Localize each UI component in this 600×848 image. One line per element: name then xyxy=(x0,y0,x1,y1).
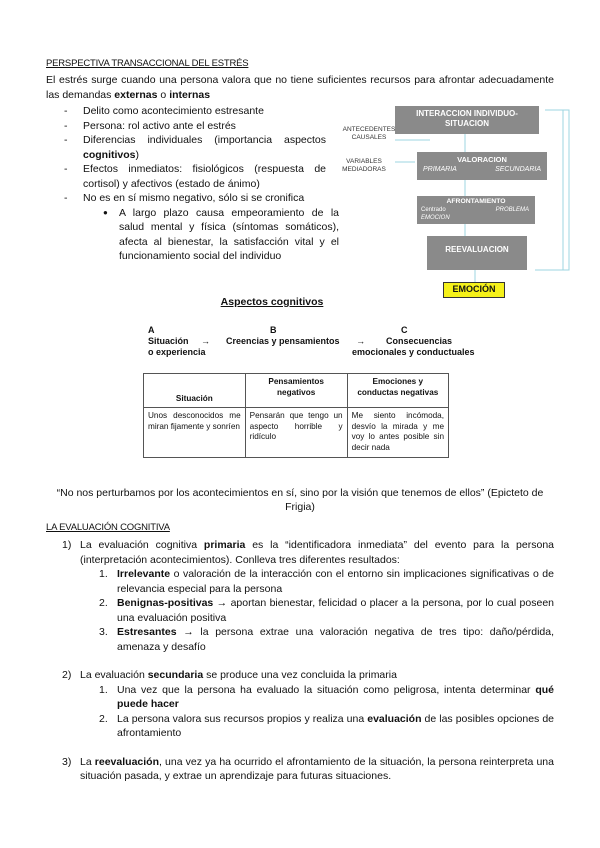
table-cell: Unos desconocidos me miran fijamente y sonríen xyxy=(144,408,246,458)
afrontamiento-emocion: EMOCION xyxy=(421,215,450,221)
intro-o: o xyxy=(157,88,170,101)
abc-b: B xyxy=(270,325,277,335)
list-item xyxy=(62,625,554,654)
list-item-text: Delito como acontecimiento estresante xyxy=(83,105,264,117)
item-bold: evaluación xyxy=(367,712,422,725)
list-item xyxy=(64,191,339,264)
intro-text: El estrés surge cuando una persona valora que no tiene suficientes recursos para afrontar adecuadamente las demandas xyxy=(46,74,554,101)
list-item-text: ) xyxy=(135,148,140,161)
diagram-box-afrontamiento xyxy=(417,196,535,224)
item-bold: qué puede hacer xyxy=(117,683,554,710)
abc-c-text1: Consecuencias xyxy=(386,336,453,346)
abc-b-text1: Creencias y pensamientos xyxy=(226,336,340,346)
list-item xyxy=(64,104,326,119)
abc-c: C xyxy=(401,325,408,335)
list-item xyxy=(64,133,326,162)
list-item-bold: cognitivos xyxy=(83,148,136,161)
item-number: 3. xyxy=(99,626,108,638)
afrontamiento-problema: PROBLEMA xyxy=(495,207,529,213)
table-header: Pensamientos negativos xyxy=(245,374,347,408)
item-bold: primaria xyxy=(203,539,246,551)
section-title-evaluacion: LA EVALUACIÓN COGNITIVA xyxy=(46,522,170,533)
abc-c-text2: emocionales y conductuales xyxy=(352,347,475,357)
list-item xyxy=(64,119,326,134)
sub-bullet-text: A largo plazo causa empeoramiento de la salud mental y física (síntomas somáticos), afecta al bienestar, la satisfacción vital y el funcionamiento social del individuo xyxy=(119,206,339,262)
valoracion-primaria: PRIMARIA xyxy=(423,166,457,173)
item-number: 2) xyxy=(62,669,72,681)
table-header: Emociones y conductas negativas xyxy=(347,374,448,408)
reevaluacion-text: REEVALUACION xyxy=(445,245,509,254)
item-number: 1. xyxy=(99,683,108,696)
list-item-text: Diferencias individuales (importancia aspectos xyxy=(83,134,326,146)
item-number: 2. xyxy=(99,597,108,609)
table-header: Situación xyxy=(144,374,246,408)
abc-a-text2: o experiencia xyxy=(148,347,206,357)
item-bold: Estresantes xyxy=(117,626,177,638)
abc-a: A xyxy=(148,325,155,335)
diagram-box-text: INTERACCION INDIVIDUO-SITUACION xyxy=(416,109,518,128)
intro-internas: internas xyxy=(169,88,211,101)
item-text: La persona valora sus recursos propios y realiza una xyxy=(117,712,368,725)
list-item xyxy=(62,712,554,741)
table-cell: Pensarán que tengo un aspecto horrible y ridículo xyxy=(245,408,347,458)
item-text: o valoración de la interacción con el entorno sin implicaciones significativas o de relevancia especial para la persona xyxy=(117,568,554,595)
table-row xyxy=(144,408,449,458)
section-title-perspectiva: PERSPECTIVA TRANSACCIONAL DEL ESTRÉS xyxy=(46,58,249,69)
abc-a-text xyxy=(148,336,210,347)
valoracion-secundaria: SECUNDARIA xyxy=(495,166,541,173)
item-number: 1) xyxy=(62,539,72,551)
sub-bullet xyxy=(101,206,339,264)
diagram-box-reevaluacion xyxy=(427,236,527,270)
list-item xyxy=(62,538,554,567)
list-item xyxy=(62,567,554,596)
abc-model xyxy=(148,325,488,361)
evaluacion-list xyxy=(62,538,554,784)
list-item xyxy=(62,668,554,683)
list-item-text: Persona: rol activo ante el estrés xyxy=(83,119,236,132)
valoracion-title: VALORACION xyxy=(457,155,507,164)
item-text: , una vez ya ha ocurrido el afrontamiento de la situación, la persona reinterpreta una situación pasada, y extrae un aprendizaje para futuras situaciones. xyxy=(80,755,554,782)
item-bold: reevaluación xyxy=(94,755,159,768)
list-item-text: No es en sí mismo negativo, sólo si se cronifica xyxy=(83,192,305,204)
arrow-icon: → xyxy=(356,336,366,346)
diagram-box-interaccion xyxy=(395,106,539,134)
item-text: se produce una vez concluida la primaria xyxy=(203,669,397,681)
table-row xyxy=(144,374,449,408)
item-text: La evaluación cognitiva xyxy=(80,539,204,551)
cognitive-table xyxy=(143,373,449,458)
intro-paragraph xyxy=(46,73,554,102)
table-cell: Me siento incómoda, desvío la mirada y me voy lo antes posible sin decir nada xyxy=(347,408,448,458)
item-number: 3) xyxy=(62,755,72,768)
afrontamiento-title: AFRONTAMIENTO xyxy=(446,198,506,205)
item-bold: secundaria xyxy=(147,669,204,681)
list-item xyxy=(64,162,326,191)
arrow-icon: → xyxy=(201,336,211,346)
list-item xyxy=(62,755,554,784)
aspectos-cognitivos-title: Aspectos cognitivos xyxy=(220,296,324,308)
item-bold: Irrelevante xyxy=(117,568,171,580)
item-text: → aportan bienestar, felicidad o placer a la persona, por lo cual poseen una evaluación positiva xyxy=(117,597,554,624)
item-text: La xyxy=(80,755,95,768)
item-text: → la persona extrae una valoración negativa de tres tipo: daño/pérdida, amenaza y desafío xyxy=(117,626,554,653)
item-text: Una vez que la persona ha evaluado la situación como peligrosa, intenta determinar xyxy=(117,683,536,696)
afrontamiento-centrado: Centrado xyxy=(421,207,446,213)
list-item-text: Efectos inmediatos: fisiológicos (respuesta de cortisol) y afectivos (estado de ánimo) xyxy=(83,163,326,190)
diagram-label-variables: VARIABLES MEDIADORAS xyxy=(342,158,386,173)
transactional-diagram xyxy=(335,100,575,300)
item-text: de las posibles opciones de afrontamiento xyxy=(117,712,555,739)
item-text: es la “identificadora inmediata” del evento para la persona (interpretación acontecimientos). Conlleva tres diferentes resultados: xyxy=(80,539,554,566)
diagram-label-antecedentes: ANTECEDENTES CAUSALES xyxy=(342,126,396,141)
item-bold: Benignas-positivas xyxy=(117,597,214,609)
diagram-box-valoracion xyxy=(417,152,547,180)
list-item xyxy=(62,596,554,625)
list-item xyxy=(62,683,554,712)
item-text: La evaluación xyxy=(80,669,148,681)
abc-b-text xyxy=(226,336,365,347)
epicteto-quote: “No nos perturbamos por los acontecimientos en sí, sino por la visión que tenemos de ellos” (Epicteto de Frigia) xyxy=(56,487,544,513)
item-number: 1. xyxy=(99,568,108,580)
diagram-emocion-badge: EMOCIÓN xyxy=(443,282,505,298)
perspectiva-list xyxy=(64,104,339,264)
abc-a-text1: Situación xyxy=(148,336,189,346)
intro-externas: externas xyxy=(114,88,158,101)
item-number: 2. xyxy=(99,712,108,725)
